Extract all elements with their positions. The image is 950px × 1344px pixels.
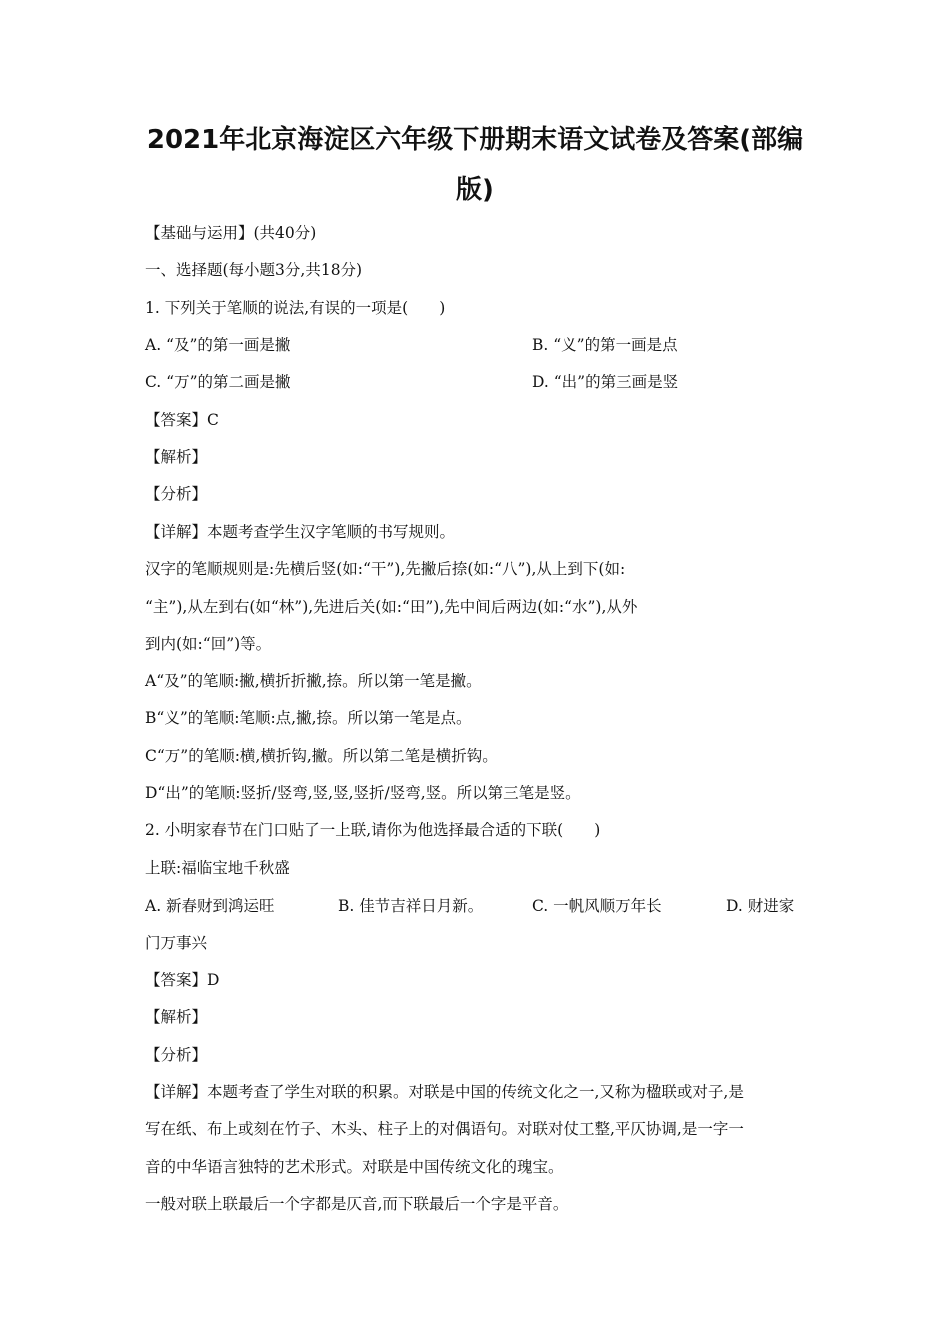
question-1-explain-d: D“出”的笔顺:竖折/竖弯,竖,竖,竖折/竖弯,竖。所以第三笔是竖。 (145, 784, 581, 802)
question-1-explain-a: A“及”的笔顺:撇,横折折撇,捺。所以第一笔是撇。 (145, 672, 482, 690)
question-1-fenxi-label: 【分析】 (145, 485, 208, 503)
part-heading: 一、选择题(每小题3分,共18分) (145, 261, 363, 279)
question-2-detail-line-4: 一般对联上联最后一个字都是仄音,而下联最后一个字是平音。 (145, 1195, 569, 1213)
question-1-rule-line-3: 到内(如:“回”)等。 (145, 635, 272, 653)
question-2-detail-line-1-text: 【详解】本题考查了学生对联的积累。对联是中国的传统文化之一,又称为楹联或对子,是 (145, 1083, 744, 1101)
question-2-option-c: C. 一帆风顺万年长 (532, 897, 662, 915)
question-2-detail-line-2 (145, 1118, 805, 1140)
question-2-option-d-continued: 门万事兴 (145, 934, 208, 952)
question-2-answer: 【答案】D (145, 971, 220, 989)
question-2-jiexi-label: 【解析】 (145, 1008, 208, 1026)
question-1-detail: 【详解】本题考查学生汉字笔顺的书写规则。 (145, 523, 456, 541)
question-1-rule-line-1 (145, 558, 805, 580)
question-2-shanglian: 上联:福临宝地千秋盛 (145, 859, 290, 877)
question-1-answer: 【答案】C (145, 411, 219, 429)
question-1-option-c: C. “万”的第二画是撇 (145, 373, 291, 391)
question-1-explain-c: C“万”的笔顺:横,横折钩,撇。所以第二笔是横折钩。 (145, 747, 498, 765)
question-2-detail-line-1 (145, 1081, 805, 1103)
question-2-option-a: A. 新春财到鸿运旺 (145, 897, 275, 915)
question-1-stem: 1. 下列关于笔顺的说法,有误的一项是( ) (145, 299, 446, 317)
question-2-detail-line-3: 音的中华语言独特的艺术形式。对联是中国传统文化的瑰宝。 (145, 1158, 564, 1176)
question-1-explain-b: B“义”的笔顺:笔顺:点,撇,捺。所以第一笔是点。 (145, 709, 472, 727)
question-2-option-d: D. 财进家 (726, 897, 795, 915)
question-1-rule-line-1-text: 汉字的笔顺规则是:先横后竖(如:“干”),先撇后捺(如:“八”),从上到下(如: (145, 560, 626, 578)
question-1-option-a: A. “及”的第一画是撇 (145, 336, 291, 354)
question-2-stem: 2. 小明家春节在门口贴了一上联,请你为他选择最合适的下联( ) (145, 821, 601, 839)
question-1-rule-line-2-text: “主”),从左到右(如“林”),先进后关(如:“田”),先中间后两边(如:“水”),从外 (145, 598, 638, 616)
question-2-fenxi-label: 【分析】 (145, 1046, 208, 1064)
question-2-option-b: B. 佳节吉祥日月新。 (338, 897, 484, 915)
section-heading: 【基础与运用】(共40分) (145, 224, 317, 242)
question-1-rule-line-2 (145, 596, 805, 618)
question-1-jiexi-label: 【解析】 (145, 448, 208, 466)
document-title-line-2: 版) (456, 175, 494, 205)
document-title-line-1: 2021年北京海淀区六年级下册期末语文试卷及答案(部编 (146, 125, 804, 155)
question-2-detail-line-2-text: 写在纸、布上或刻在竹子、木头、柱子上的对偶语句。对联对仗工整,平仄协调,是一字一 (145, 1120, 744, 1138)
question-1-option-d: D. “出”的第三画是竖 (532, 373, 679, 391)
question-1-option-b: B. “义”的第一画是点 (532, 336, 678, 354)
